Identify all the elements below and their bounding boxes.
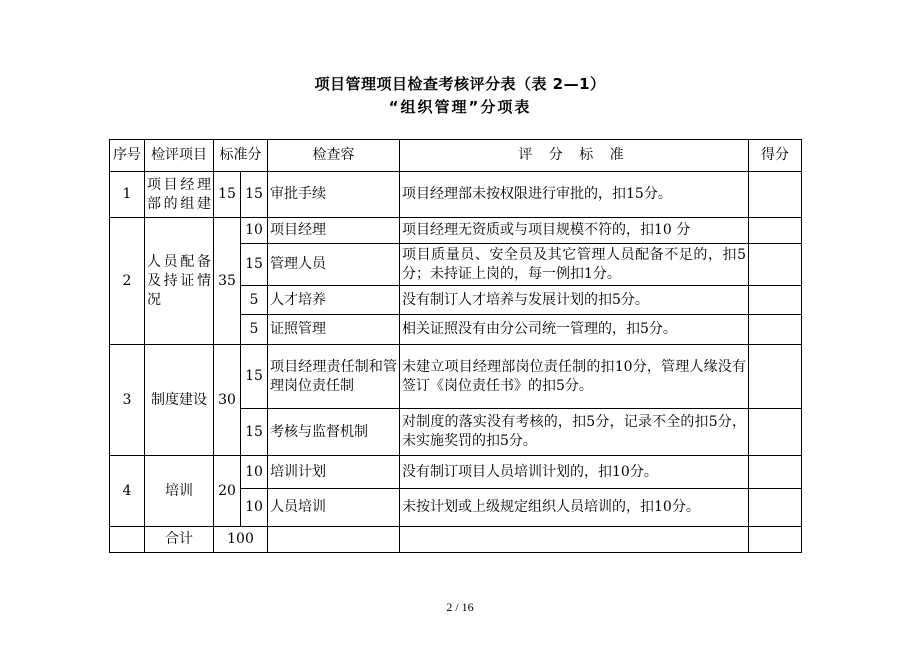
row-criteria: 相关证照没有由分公司统一管理的，扣5分。 <box>400 315 749 345</box>
row-criteria: 项目经理部未按权限进行审批的，扣15分。 <box>400 172 749 218</box>
header-item: 检评项目 <box>145 140 214 172</box>
row-points: 10 <box>241 456 268 489</box>
empty-cell <box>110 527 145 553</box>
group-total: 35 <box>214 218 241 345</box>
row-points: 15 <box>241 172 268 218</box>
group-total: 30 <box>214 345 241 456</box>
score-cell[interactable] <box>749 172 802 218</box>
header-criteria: 评 分 标 准 <box>400 140 749 172</box>
total-value: 100 <box>214 527 268 553</box>
group-seq: 2 <box>110 218 145 345</box>
table-row <box>110 218 802 244</box>
score-cell[interactable] <box>749 315 802 345</box>
group-seq: 1 <box>110 172 145 218</box>
row-content: 人员培训 <box>268 489 400 527</box>
score-cell[interactable] <box>749 489 802 527</box>
row-criteria: 项目经理无资质或与项目规模不符的，扣10 分 <box>400 218 749 244</box>
group-item: 项目经理部的组建 <box>145 172 214 218</box>
empty-cell <box>268 527 400 553</box>
row-content: 项目经理责任制和管理岗位责任制 <box>268 345 400 409</box>
row-content: 管理人员 <box>268 244 400 286</box>
table-row <box>110 456 802 489</box>
score-cell[interactable] <box>749 345 802 409</box>
row-criteria: 未建立项目经理部岗位责任制的扣10分，管理人缘没有签订《岗位责任书》的扣5分。 <box>400 345 749 409</box>
group-total: 20 <box>214 456 241 527</box>
group-total: 15 <box>214 172 241 218</box>
row-points: 10 <box>241 489 268 527</box>
header-standard: 标准分 <box>214 140 268 172</box>
row-criteria: 没有制订项目人员培训计划的，扣10分。 <box>400 456 749 489</box>
table-row <box>110 345 802 409</box>
row-content: 证照管理 <box>268 315 400 345</box>
header-row <box>110 140 802 172</box>
score-cell[interactable] <box>749 218 802 244</box>
row-criteria: 对制度的落实没有考核的，扣5分，记录不全的扣5分，未实施奖罚的扣5分。 <box>400 409 749 456</box>
empty-cell <box>400 527 749 553</box>
score-cell[interactable] <box>749 244 802 286</box>
row-points: 5 <box>241 286 268 315</box>
score-cell[interactable] <box>749 527 802 553</box>
total-row <box>110 527 802 553</box>
group-seq: 3 <box>110 345 145 456</box>
table-row <box>110 172 802 218</box>
row-points: 15 <box>241 244 268 286</box>
group-item: 人员配备及持证情况 <box>145 218 214 345</box>
row-points: 15 <box>241 409 268 456</box>
document-title: 项目管理项目检查考核评分表（表 2—1） <box>314 75 606 93</box>
row-criteria: 项目质量员、安全员及其它管理人员配备不足的，扣5分；未持证上岗的，每一例扣1分。 <box>400 244 749 286</box>
header-content: 检查容 <box>268 140 400 172</box>
row-content: 培训计划 <box>268 456 400 489</box>
score-cell[interactable] <box>749 286 802 315</box>
group-item: 培训 <box>145 456 214 527</box>
header-seq: 序号 <box>110 140 145 172</box>
row-content: 项目经理 <box>268 218 400 244</box>
row-criteria: 未按计划或上级规定组织人员培训的，扣10分。 <box>400 489 749 527</box>
score-cell[interactable] <box>749 409 802 456</box>
group-seq: 4 <box>110 456 145 527</box>
total-label: 合计 <box>145 527 214 553</box>
document-subtitle: “组织管理”分项表 <box>388 98 532 116</box>
row-points: 10 <box>241 218 268 244</box>
row-content: 审批手续 <box>268 172 400 218</box>
row-criteria: 没有制订人才培养与发展计划的扣5分。 <box>400 286 749 315</box>
header-score: 得分 <box>749 140 802 172</box>
score-cell[interactable] <box>749 456 802 489</box>
row-points: 5 <box>241 315 268 345</box>
row-content: 考核与监督机制 <box>268 409 400 456</box>
scoring-table <box>109 139 802 553</box>
row-content: 人才培养 <box>268 286 400 315</box>
group-item: 制度建设 <box>145 345 214 456</box>
page-number: 2 / 16 <box>446 600 474 614</box>
row-points: 15 <box>241 345 268 409</box>
